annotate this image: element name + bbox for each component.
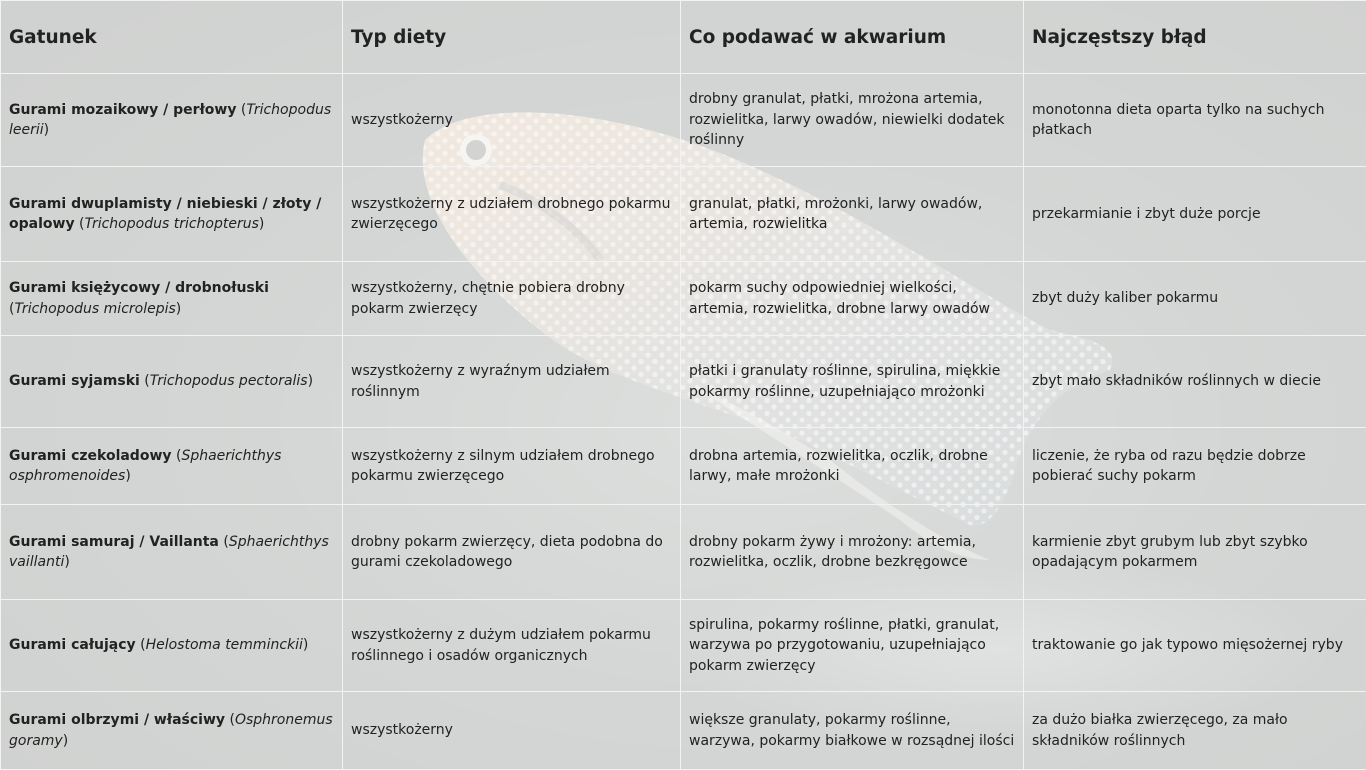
table-row (1, 505, 1366, 600)
mistake-cell: za dużo białka zwierzęcego, za mało składników roślinnych (1024, 692, 1366, 770)
table-row (1, 336, 1366, 428)
species-latin-name: Sphaerichthys vaillanti (9, 534, 329, 571)
species-latin-name: Helostoma temminckii (146, 637, 303, 653)
species-cell: Gurami samuraj / Vaillanta (Sphaerichthys vaillanti) (1, 505, 343, 600)
mistake-cell: przekarmianie i zbyt duże porcje (1024, 167, 1366, 262)
mistake-cell: zbyt duży kaliber pokarmu (1024, 262, 1366, 336)
mistake-cell: monotonna dieta oparta tylko na suchych płatkach (1024, 74, 1366, 167)
table-row (1, 262, 1366, 336)
diet-type-cell: wszystkożerny z silnym udziałem drobnego pokarmu zwierzęcego (343, 428, 681, 505)
table-row (1, 600, 1366, 692)
species-name: Gurami całujący (9, 637, 136, 653)
species-cell: Gurami czekoladowy (Sphaerichthys osphromenoides) (1, 428, 343, 505)
food-cell: większe granulaty, pokarmy roślinne, warzywa, pokarmy białkowe w rozsądnej ilości (681, 692, 1024, 770)
diet-type-cell: drobny pokarm zwierzęcy, dieta podobna do gurami czekoladowego (343, 505, 681, 600)
species-cell: Gurami dwuplamisty / niebieski / złoty / opalowy (Trichopodus trichopterus) (1, 167, 343, 262)
mistake-cell: zbyt mało składników roślinnych w diecie (1024, 336, 1366, 428)
food-cell: drobna artemia, rozwielitka, oczlik, drobne larwy, małe mrożonki (681, 428, 1024, 505)
species-name: Gurami syjamski (9, 373, 140, 389)
species-name: Gurami dwuplamisty / niebieski / złoty / opalowy (9, 196, 321, 233)
food-cell: pokarm suchy odpowiedniej wielkości, artemia, rozwielitka, drobne larwy owadów (681, 262, 1024, 336)
species-name: Gurami samuraj / Vaillanta (9, 534, 219, 550)
diet-type-cell: wszystkożerny z udziałem drobnego pokarmu zwierzęcego (343, 167, 681, 262)
food-cell: płatki i granulaty roślinne, spirulina, miękkie pokarmy roślinne, uzupełniająco mrożonki (681, 336, 1024, 428)
species-cell: Gurami olbrzymi / właściwy (Osphronemus goramy) (1, 692, 343, 770)
table-row (1, 167, 1366, 262)
header-diet-type: Typ diety (343, 1, 681, 74)
species-latin-name: Trichopodus leerii (9, 102, 331, 139)
header-species: Gatunek (1, 1, 343, 74)
species-latin-name: Sphaerichthys osphromenoides (9, 448, 281, 485)
species-latin-name: Trichopodus pectoralis (150, 373, 308, 389)
food-cell: drobny granulat, płatki, mrożona artemia, rozwielitka, larwy owadów, niewielki dodatek roślinny (681, 74, 1024, 167)
species-latin-name: Trichopodus microlepis (14, 301, 175, 317)
species-name: Gurami czekoladowy (9, 448, 172, 464)
species-name: Gurami olbrzymi / właściwy (9, 712, 225, 728)
table-row (1, 692, 1366, 770)
header-what-to-feed: Co podawać w akwarium (681, 1, 1024, 74)
species-latin-name: Osphronemus goramy (9, 712, 333, 749)
species-name: Gurami mozaikowy / perłowy (9, 102, 236, 118)
diet-type-cell: wszystkożerny (343, 692, 681, 770)
diet-type-cell: wszystkożerny z wyraźnym udziałem roślinnym (343, 336, 681, 428)
table-row (1, 74, 1366, 167)
species-cell: Gurami księżycowy / drobnołuski (Trichopodus microlepis) (1, 262, 343, 336)
mistake-cell: karmienie zbyt grubym lub zbyt szybko opadającym pokarmem (1024, 505, 1366, 600)
species-cell: Gurami syjamski (Trichopodus pectoralis) (1, 336, 343, 428)
food-cell: spirulina, pokarmy roślinne, płatki, granulat, warzywa po przygotowaniu, uzupełniająco pokarm zwierzęcy (681, 600, 1024, 692)
table-row (1, 428, 1366, 505)
food-cell: granulat, płatki, mrożonki, larwy owadów, artemia, rozwielitka (681, 167, 1024, 262)
species-cell: Gurami mozaikowy / perłowy (Trichopodus leerii) (1, 74, 343, 167)
mistake-cell: liczenie, że ryba od razu będzie dobrze pobierać suchy pokarm (1024, 428, 1366, 505)
header-common-mistake: Najczęstszy błąd (1024, 1, 1366, 74)
food-cell: drobny pokarm żywy i mrożony: artemia, rozwielitka, oczlik, drobne bezkręgowce (681, 505, 1024, 600)
diet-type-cell: wszystkożerny, chętnie pobiera drobny pokarm zwierzęcy (343, 262, 681, 336)
mistake-cell: traktowanie go jak typowo mięsożernej ryby (1024, 600, 1366, 692)
diet-type-cell: wszystkożerny z dużym udziałem pokarmu roślinnego i osadów organicznych (343, 600, 681, 692)
species-cell: Gurami całujący (Helostoma temminckii) (1, 600, 343, 692)
species-latin-name: Trichopodus trichopterus (85, 216, 259, 232)
species-name: Gurami księżycowy / drobnołuski (9, 280, 269, 296)
table-header-row (1, 1, 1366, 74)
diet-type-cell: wszystkożerny (343, 74, 681, 167)
